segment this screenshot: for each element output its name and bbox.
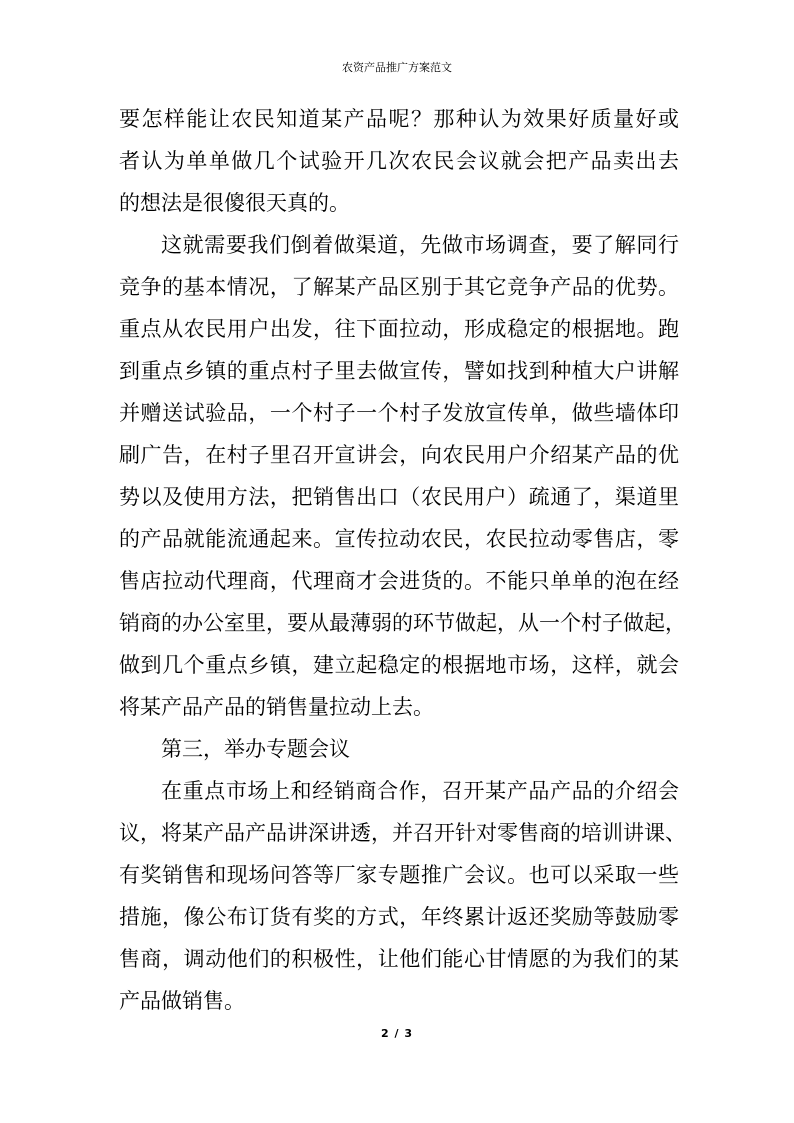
text-line: 将某产品产品的销售量拉动上去。 (119, 695, 434, 719)
text-line: 产品做销售。 (119, 989, 245, 1013)
text-line: 售商，调动他们的积极性，让他们能心甘情愿的为我们的某 (119, 947, 679, 971)
text-line: 势以及使用方法，把销售出口（农民用户）疏通了，渠道里 (119, 485, 679, 509)
text-line: 到重点乡镇的重点村子里去做宣传，譬如找到种植大户讲解 (119, 359, 679, 383)
text-line: 议，将某产品产品讲深讲透，并召开针对零售商的培训讲课、 (119, 821, 686, 845)
text-line: 竞争的基本情况，了解某产品区别于其它竞争产品的优势。 (119, 275, 679, 299)
section-heading: 第三，举办专题会议 (161, 737, 350, 761)
text-line: 在重点市场上和经销商合作，召开某产品产品的介绍会 (161, 779, 679, 803)
page-header: 农资产品推广方案范文 (342, 61, 452, 74)
text-line: 并赠送试验品，一个村子一个村子发放宣传单，做些墙体印 (119, 401, 679, 425)
text-line: 的产品就能流通起来。宣传拉动农民，农民拉动零售店，零 (119, 527, 679, 551)
text-line: 做到几个重点乡镇，建立起稳定的根据地市场，这样，就会 (119, 653, 679, 677)
text-line: 有奖销售和现场问答等厂家专题推广会议。也可以采取一些 (119, 863, 679, 887)
text-line: 者认为单单做几个试验开几次农民会议就会把产品卖出去 (119, 149, 679, 173)
text-line: 的想法是很傻很天真的。 (119, 191, 350, 215)
text-line: 措施，像公布订货有奖的方式，年终累计返还奖励等鼓励零 (119, 905, 679, 929)
text-line: 售店拉动代理商，代理商才会进货的。不能只单单的泡在经 (119, 569, 679, 593)
text-line: 刷广告，在村子里召开宣讲会，向农民用户介绍某产品的优 (119, 443, 679, 467)
text-line: 重点从农民用户出发，往下面拉动，形成稳定的根据地。跑 (119, 317, 679, 341)
text-line: 要怎样能让农民知道某产品呢？那种认为效果好质量好或 (119, 107, 679, 131)
page-number: 2 / 3 (381, 1027, 413, 1040)
text-line: 销商的办公室里，要从最薄弱的环节做起，从一个村子做起， (119, 611, 686, 635)
document-body (119, 98, 686, 1022)
text-line: 这就需要我们倒着做渠道，先做市场调查，要了解同行 (161, 233, 679, 257)
